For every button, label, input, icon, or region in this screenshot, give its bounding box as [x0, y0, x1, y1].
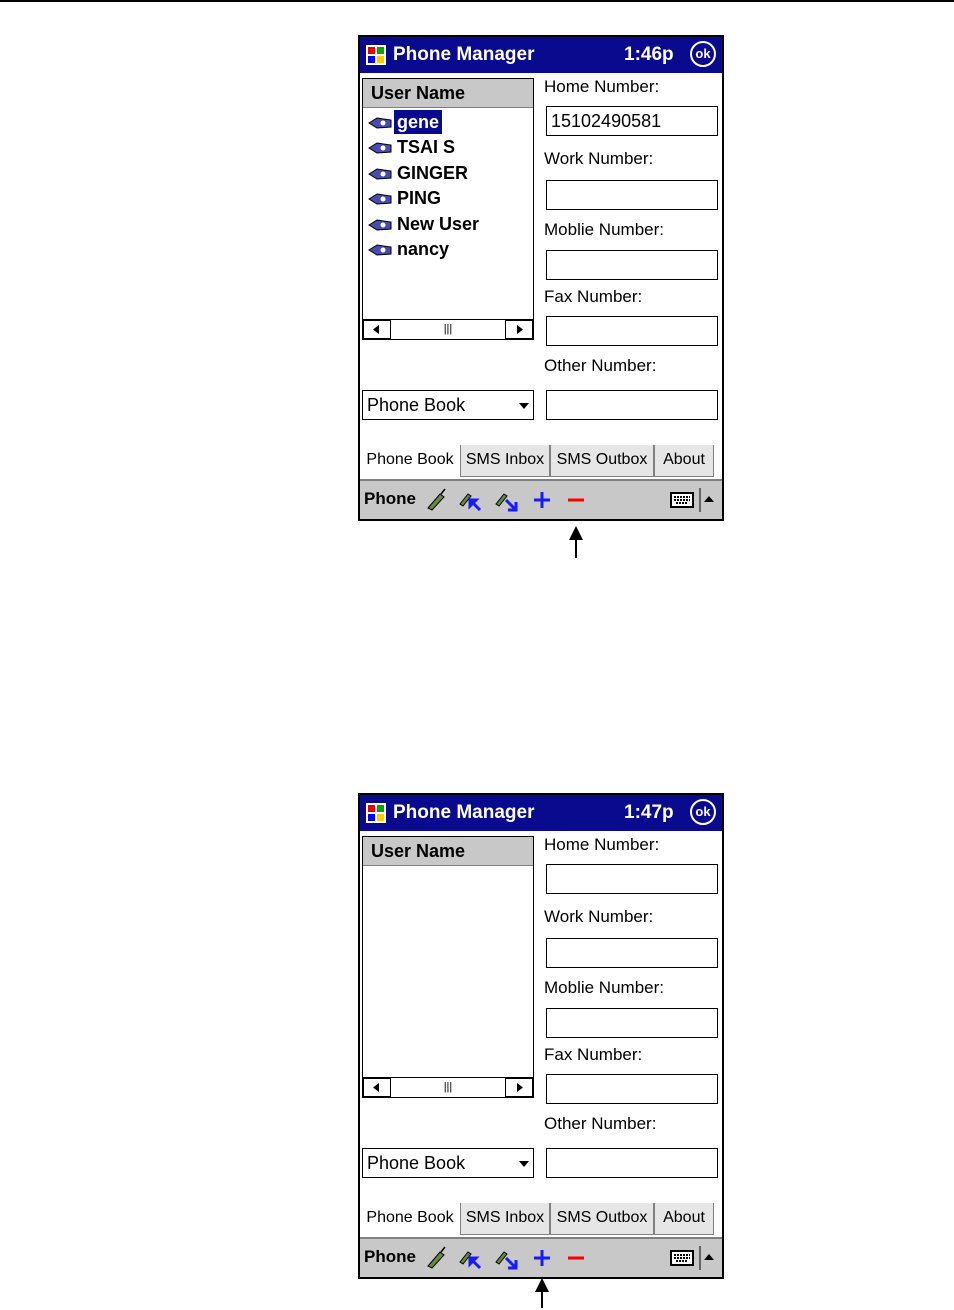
- minus-icon[interactable]: [564, 488, 588, 512]
- chevron-down-icon[interactable]: [519, 1161, 529, 1167]
- plus-icon[interactable]: [530, 1246, 554, 1270]
- arrow-right-icon: [506, 1079, 532, 1096]
- other-number-label: Other Number:: [544, 356, 657, 375]
- tab-phone-book[interactable]: Phone Book: [362, 1203, 458, 1235]
- work-number-field[interactable]: [546, 180, 718, 210]
- arrow-left-icon: [364, 321, 390, 338]
- scroll-left-button[interactable]: [363, 320, 391, 339]
- phone-menu[interactable]: Phone: [364, 1247, 416, 1266]
- user-card-icon: [367, 218, 393, 232]
- user-name: gene: [394, 110, 442, 134]
- ok-button[interactable]: ok: [690, 799, 716, 825]
- arrow-left-icon: [364, 1079, 390, 1096]
- category-dropdown[interactable]: [362, 390, 534, 420]
- ok-button[interactable]: ok: [690, 41, 716, 67]
- mobile-number-label: Moblie Number:: [544, 978, 664, 997]
- receive-icon[interactable]: [494, 488, 518, 512]
- callout-arrow: [575, 540, 577, 558]
- user-name: New User: [397, 214, 480, 234]
- scroll-right-button[interactable]: [505, 1078, 533, 1097]
- send-icon[interactable]: [458, 1246, 482, 1270]
- other-number-field[interactable]: [546, 1148, 718, 1178]
- arrow-right-icon: [506, 321, 532, 338]
- scroll-left-button[interactable]: [363, 1078, 391, 1097]
- list-column-header[interactable]: [363, 79, 533, 108]
- work-number-field[interactable]: [546, 938, 718, 968]
- user-name: PING: [397, 188, 442, 208]
- chevron-down-icon[interactable]: [519, 403, 529, 409]
- user-card-icon: [367, 243, 393, 257]
- clock[interactable]: 1:47p: [624, 802, 674, 823]
- app-title: Phone Manager: [393, 44, 535, 65]
- list-item[interactable]: [365, 186, 531, 210]
- list-item[interactable]: [365, 237, 531, 261]
- tab-sms-outbox[interactable]: SMS Outbox: [550, 445, 654, 477]
- user-list[interactable]: [362, 836, 534, 1098]
- tab-sms-inbox[interactable]: SMS Inbox: [460, 445, 550, 477]
- phone-icon[interactable]: [424, 488, 448, 512]
- phone-menu[interactable]: Phone: [364, 489, 416, 508]
- fax-number-label: Fax Number:: [544, 1045, 643, 1064]
- windows-logo-icon: [364, 43, 388, 67]
- receive-icon[interactable]: [494, 1246, 518, 1270]
- fax-number-label: Fax Number:: [544, 287, 643, 306]
- keyboard-icon[interactable]: [670, 1246, 694, 1270]
- horizontal-scrollbar[interactable]: [363, 319, 533, 339]
- category-dropdown[interactable]: [362, 1148, 534, 1178]
- scroll-thumb[interactable]: |||: [393, 321, 503, 338]
- other-number-label: Other Number:: [544, 1114, 657, 1133]
- screenshot-2: [360, 795, 722, 1277]
- home-number-field[interactable]: [546, 106, 718, 136]
- tab-sms-outbox[interactable]: SMS Outbox: [550, 1203, 654, 1235]
- windows-logo-icon: [364, 801, 388, 825]
- user-card-icon: [367, 141, 393, 155]
- fax-number-field[interactable]: [546, 316, 718, 346]
- user-card-icon: [367, 192, 393, 206]
- command-bar: [360, 479, 722, 519]
- work-number-label: Work Number:: [544, 149, 654, 168]
- minus-icon[interactable]: [564, 1246, 588, 1270]
- tab-phone-book[interactable]: Phone Book: [362, 445, 458, 477]
- home-number-field[interactable]: [546, 864, 718, 894]
- app-title: Phone Manager: [393, 802, 535, 823]
- send-icon[interactable]: [458, 488, 482, 512]
- user-name: GINGER: [397, 163, 469, 183]
- list-item[interactable]: [365, 161, 531, 185]
- scroll-right-button[interactable]: [505, 320, 533, 339]
- screenshot-1: [360, 37, 722, 519]
- title-bar: [360, 795, 722, 831]
- user-name: nancy: [397, 239, 450, 259]
- list-column-header[interactable]: [363, 837, 533, 866]
- list-header-label: User Name: [371, 83, 466, 103]
- horizontal-scrollbar[interactable]: [363, 1077, 533, 1097]
- list-item[interactable]: [365, 110, 531, 134]
- phone-icon[interactable]: [424, 1246, 448, 1270]
- tab-about[interactable]: About: [654, 1203, 714, 1235]
- user-name: TSAI S: [397, 137, 456, 157]
- tab-sms-inbox[interactable]: SMS Inbox: [460, 1203, 550, 1235]
- work-number-label: Work Number:: [544, 907, 654, 926]
- list-header-label: User Name: [371, 841, 466, 861]
- scroll-thumb[interactable]: |||: [393, 1079, 503, 1096]
- mobile-number-field[interactable]: [546, 1008, 718, 1038]
- tab-about[interactable]: About: [654, 445, 714, 477]
- tab-strip: [360, 445, 722, 479]
- dropdown-value: Phone Book: [367, 395, 466, 415]
- callout-arrow: [541, 1292, 543, 1308]
- home-number-label: Home Number:: [544, 835, 660, 854]
- input-arrow-icon[interactable]: [698, 488, 718, 512]
- list-item[interactable]: [365, 135, 531, 159]
- user-card-icon: [367, 116, 393, 130]
- mobile-number-label: Moblie Number:: [544, 220, 664, 239]
- mobile-number-field[interactable]: [546, 250, 718, 280]
- other-number-field[interactable]: [546, 390, 718, 420]
- clock[interactable]: 1:46p: [624, 44, 674, 65]
- keyboard-icon[interactable]: [670, 488, 694, 512]
- user-list[interactable]: [362, 78, 534, 340]
- page-top-rule: [0, 0, 954, 2]
- input-arrow-icon[interactable]: [698, 1246, 718, 1270]
- dropdown-value: Phone Book: [367, 1153, 466, 1173]
- fax-number-field[interactable]: [546, 1074, 718, 1104]
- command-bar: [360, 1237, 722, 1277]
- title-bar: [360, 37, 722, 73]
- plus-icon[interactable]: [530, 488, 554, 512]
- home-number-label: Home Number:: [544, 77, 660, 96]
- tab-strip: [360, 1203, 722, 1237]
- list-item[interactable]: [365, 212, 531, 236]
- user-card-icon: [367, 167, 393, 181]
